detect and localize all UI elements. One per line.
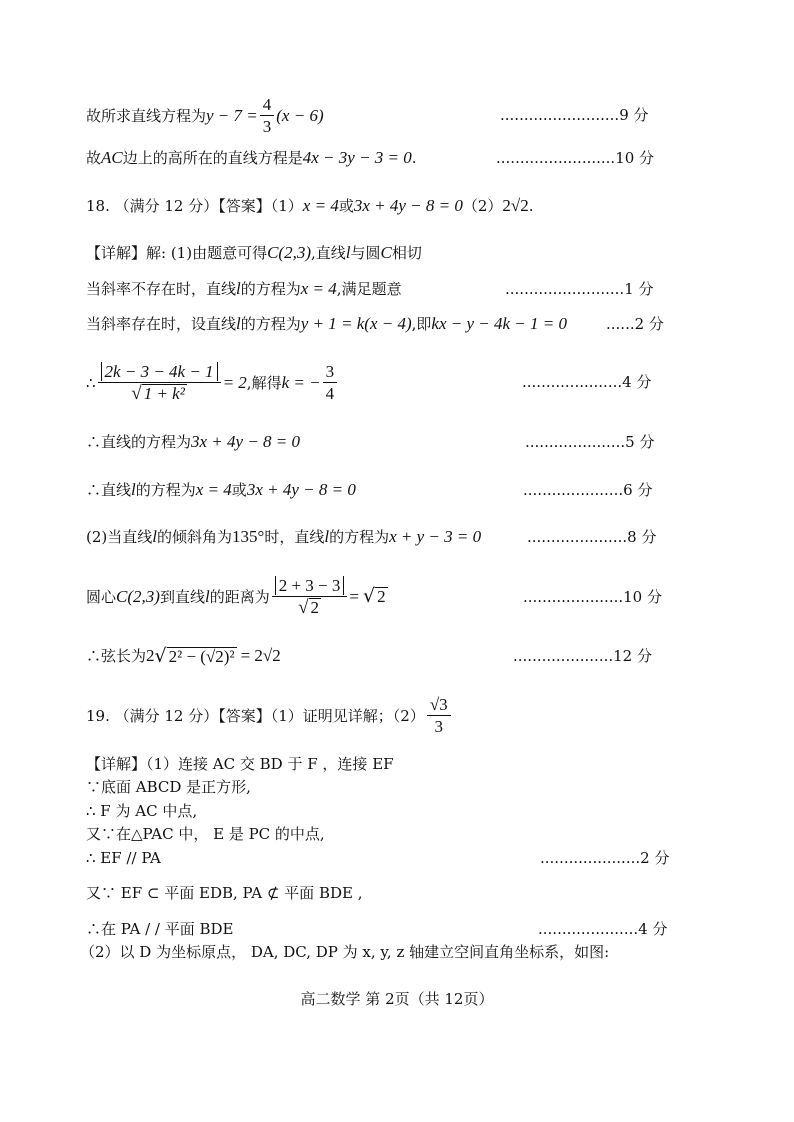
fraction: [98, 362, 221, 403]
math-expr: C(2,3): [116, 586, 160, 606]
math-expr: x = 4: [300, 279, 337, 298]
score-mark: .....................2 分: [540, 849, 670, 867]
q19-detail-4: 又∵在△PAC 中， E 是 PC 的中点,: [86, 825, 325, 843]
text: 当斜率存在时，设直线: [86, 315, 237, 333]
page-footer: 高二数学 第 2页（共 12页）: [300, 990, 494, 1008]
math-expr: (x − 6): [276, 105, 324, 125]
sqrt: [154, 644, 237, 667]
fraction-denominator: 3: [262, 117, 272, 136]
score-mark: .....................4 分: [522, 373, 652, 391]
math-expr: l: [236, 279, 241, 298]
text: ∴直线的方程为: [86, 433, 192, 451]
fraction-numerator: [272, 576, 348, 597]
radicand: 2: [310, 598, 320, 617]
q18-line-equation: [86, 432, 300, 452]
text: 的距离为: [209, 587, 270, 606]
math-expr: x = 4: [195, 480, 232, 499]
q18-conclusion-1: [86, 480, 356, 500]
math-expr: =: [349, 586, 359, 606]
text: ,解得: [246, 373, 282, 392]
fraction: [260, 95, 275, 136]
q19-detail-5: ∴ EF // PA: [86, 849, 161, 867]
text: 的方程为: [240, 315, 301, 333]
q19-detail-6: 又∵ EF ⊂ 平面 EDB, PA ⊄ 平面 BDE ,: [86, 884, 363, 902]
text: .: [528, 197, 534, 215]
text: ∴直线: [86, 481, 132, 499]
score-mark: .....................12 分: [513, 647, 652, 665]
text: 的方程为: [135, 481, 196, 499]
text: 边上的高所在的直线方程是: [122, 149, 303, 167]
math-expr: 3x + 4y − 8 = 0: [353, 196, 463, 215]
q19-detail-8: （2）以 D 为坐标原点， DA, DC, DP 为 x, y, z 轴建立空间直角坐标系，如图:: [80, 943, 610, 961]
score-mark: .........................10 分: [496, 149, 655, 167]
q19-detail-1: 【详解】（1）连接 AC 交 BD 于 F ，连接 EF: [86, 755, 394, 773]
math-expr: = 2: [222, 372, 247, 392]
q19-detail-2: ∵底面 ABCD 是正方形,: [86, 778, 251, 796]
math-expr: y + 1 = k(x − 4): [300, 314, 412, 333]
fraction-denominator: 4: [325, 384, 335, 403]
text: 【详解】解: (1)由题意可得: [86, 244, 268, 262]
radical-sign: √: [154, 644, 167, 667]
radicand: 2² − (√2)²: [168, 646, 235, 666]
text: 的方程为: [240, 280, 301, 298]
fraction-denominator: [298, 597, 321, 617]
sqrt: [363, 587, 388, 606]
text: （2）: [462, 197, 503, 215]
text: 圆心: [86, 587, 117, 606]
score-mark: .........................9 分: [500, 106, 649, 124]
fraction-numerator: 3: [323, 362, 338, 383]
radical-sign: √: [298, 597, 309, 618]
altitude-line-equation: [86, 148, 417, 168]
fraction: [323, 362, 338, 403]
score-mark: ......2 分: [606, 315, 664, 333]
score-mark: .........................1 分: [505, 280, 654, 298]
math-expr: l: [324, 527, 330, 546]
score-mark: .....................6 分: [523, 481, 653, 499]
math-expr: kx − y − 4k − 1 = 0: [431, 314, 567, 333]
q18-center-distance: [86, 576, 388, 617]
radical-sign: √: [131, 383, 142, 404]
absolute-value: 2k − 3 − 4k − 1: [101, 362, 218, 381]
fraction-numerator: 4: [260, 95, 275, 116]
math-expr: 3x + 4y − 8 = 0: [191, 432, 301, 451]
q18-distance-equation: [86, 362, 339, 403]
text: (2)当直线: [86, 528, 153, 546]
math-expr: AC: [101, 148, 123, 167]
radical-sign: √: [362, 585, 376, 607]
text: 故所求直线方程为: [86, 106, 207, 125]
text: 或: [231, 481, 247, 499]
math-expr: C: [380, 243, 392, 262]
math-expr: y − 7 =: [206, 105, 258, 125]
text: 与圆: [350, 244, 381, 262]
q19-detail-3: ∴ F 为 AC 中点,: [86, 802, 198, 820]
math-expr: l: [204, 586, 210, 606]
fraction-numerator: √3: [427, 695, 451, 716]
math-expr: l: [345, 243, 351, 262]
final-line-equation: [86, 95, 324, 136]
text: 时，直线: [264, 528, 325, 546]
math-expr: = 2√2: [240, 646, 281, 665]
fraction-denominator: 3: [434, 717, 444, 736]
text: 故: [86, 149, 102, 167]
math-expr: 4x − 3y − 3 = 0: [302, 148, 412, 167]
q18-chord-length: [86, 646, 281, 666]
math-expr: l: [152, 527, 157, 546]
radicand: 2: [377, 587, 386, 606]
q18-detail-intro: [86, 243, 422, 263]
math-expr: 3x + 4y − 8 = 0: [246, 480, 356, 499]
q19-detail-7: ∴在 PA / / 平面 BDE: [86, 920, 234, 938]
math-expr: k = −: [281, 372, 321, 392]
math-expr: C(2,3): [267, 243, 311, 262]
math-expr: 2: [146, 646, 155, 665]
math-expr: 135°: [232, 527, 265, 546]
q18-answer: [86, 196, 534, 216]
text: .: [411, 149, 417, 167]
fraction: [272, 576, 348, 617]
sqrt: [131, 384, 187, 403]
score-mark: .....................5 分: [525, 433, 655, 451]
text: 的方程为: [329, 528, 390, 546]
q19-answer: [86, 695, 453, 736]
score-mark: .....................10 分: [523, 588, 662, 606]
q18-part2-line: [86, 527, 481, 547]
text: 或: [338, 197, 354, 215]
text: ∴弦长为: [86, 647, 147, 665]
text: 到直线: [159, 587, 205, 606]
math-expr: 2√2: [502, 196, 529, 215]
math-expr: x = 4: [302, 196, 339, 215]
score-mark: .....................8 分: [527, 528, 657, 546]
text: 的倾斜角为: [156, 528, 232, 546]
text: 相切: [391, 244, 422, 262]
fraction-denominator: [131, 383, 187, 403]
math-expr: l: [236, 314, 241, 333]
q18-case-no-slope: [86, 279, 402, 299]
absolute-value: 2 + 3 − 3: [275, 576, 345, 595]
text: ,满足题意: [336, 280, 402, 298]
score-mark: .....................4 分: [538, 920, 668, 938]
question-header: 18. （满分 12 分）【答案】（1）: [86, 197, 303, 215]
q18-case-slope: [86, 314, 567, 334]
fraction-numerator: [98, 362, 221, 383]
fraction: [427, 695, 451, 736]
text: ,直线: [311, 244, 346, 262]
text: ,即: [411, 315, 432, 333]
math-expr: x + y − 3 = 0: [389, 527, 482, 546]
sqrt: [298, 598, 321, 617]
math-expr: l: [131, 480, 136, 499]
radicand: 1 + k²: [143, 384, 185, 403]
question-header: 19. （满分 12 分）【答案】（1）证明见详解；（2）: [86, 706, 425, 725]
therefore-symbol: ∴: [86, 373, 96, 392]
text: 当斜率不存在时，直线: [86, 280, 237, 298]
